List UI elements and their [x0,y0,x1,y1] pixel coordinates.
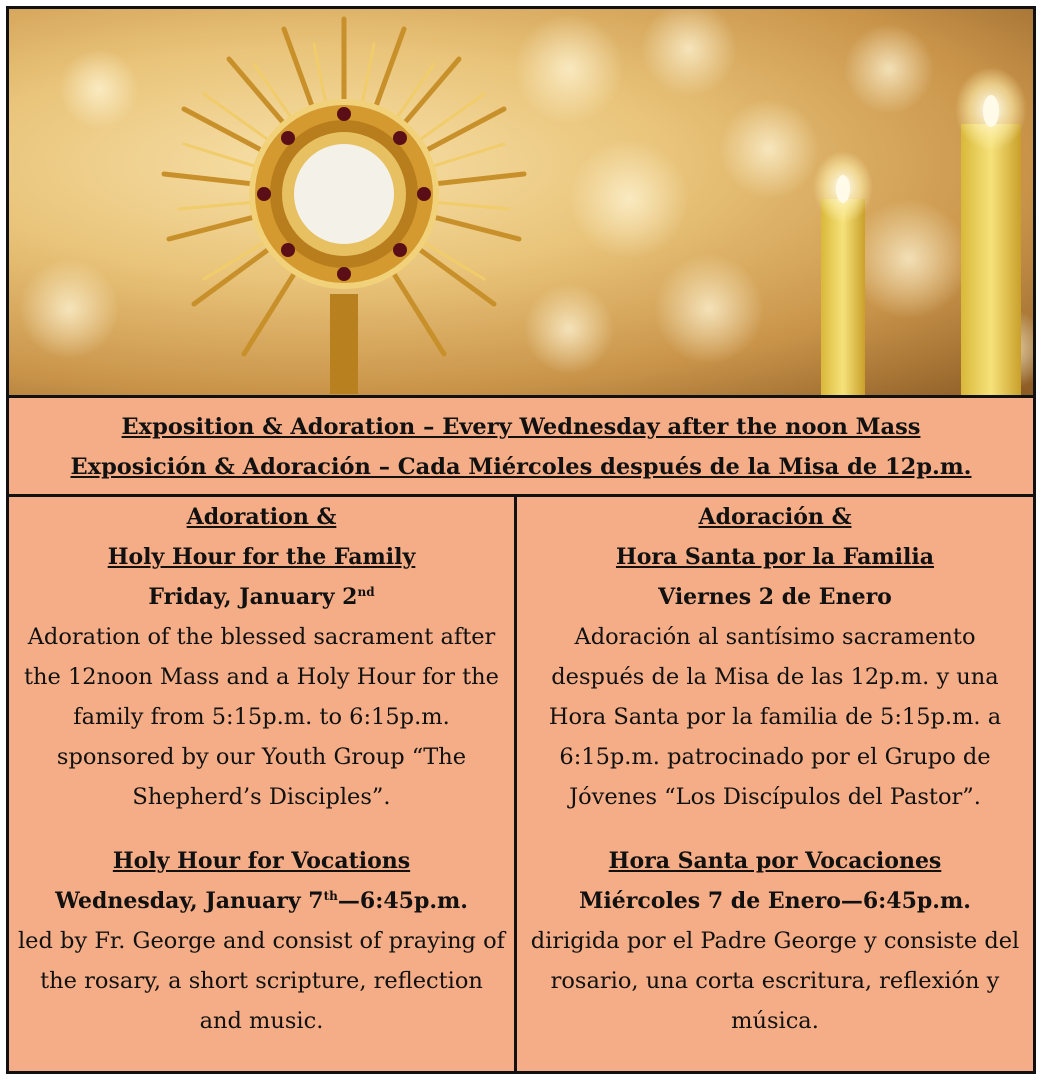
vocaciones-date: Miércoles 7 de Enero—6:45p.m. [579,888,971,914]
familia-title-line-1: Adoración & [698,504,852,530]
vocations-date-suffix: th [323,889,338,903]
monstrance-icon [164,19,524,394]
familia-date: Viernes 2 de Enero [658,584,892,610]
banner-spanish: Exposición & Adoración – Cada Miércoles después de la Misa de 12p.m. [70,454,972,480]
hero-image [9,9,1033,398]
spanish-column [517,497,1033,1071]
family-description: Adoration of the blessed sacrament after the 12noon Mass and a Holy Hour for the family from 5:15p.m. to 6:15p.m. sponsored by our Youth Group “The Shepherd’s Disciples”. [23,624,499,810]
vocations-time: —6:45p.m. [337,888,468,914]
vocations-date-text: Wednesday, January 7 [55,888,324,914]
family-title-line-1: Adoration & [186,504,337,530]
family-date-suffix: nd [357,585,375,599]
banner-english: Exposition & Adoration – Every Wednesday after the noon Mass [121,414,921,440]
familia-title-line-2: Hora Santa por la Familia [615,544,935,570]
vocaciones-description: dirigida por el Padre George y consiste del rosario, una corta escritura, reflexión y música. [530,928,1020,1034]
vocations-description: led by Fr. George and consist of praying of the rosary, a short scripture, reflection and music. [17,928,505,1034]
host-icon [294,144,394,244]
familia-description: Adoración al santísimo sacramento después de la Misa de las 12p.m. y una Hora Santa por la familia de 5:15p.m. a 6:15p.m. patrocinado por el Grupo de Jóvenes “Los Discípulos del Pastor”. [548,624,1002,810]
family-date [9,577,514,617]
schedule-banner [9,398,1033,497]
monstrance-candles-photo-icon [9,9,1033,395]
flyer [6,6,1036,1074]
vocations-title: Holy Hour for Vocations [112,848,411,874]
english-column [9,497,517,1071]
bokeh-lights [19,9,1033,389]
family-title-line-2: Holy Hour for the Family [107,544,416,570]
family-date-text: Friday, January 2 [148,584,358,610]
vocations-date [9,881,514,921]
vocaciones-title: Hora Santa por Vocaciones [608,848,942,874]
